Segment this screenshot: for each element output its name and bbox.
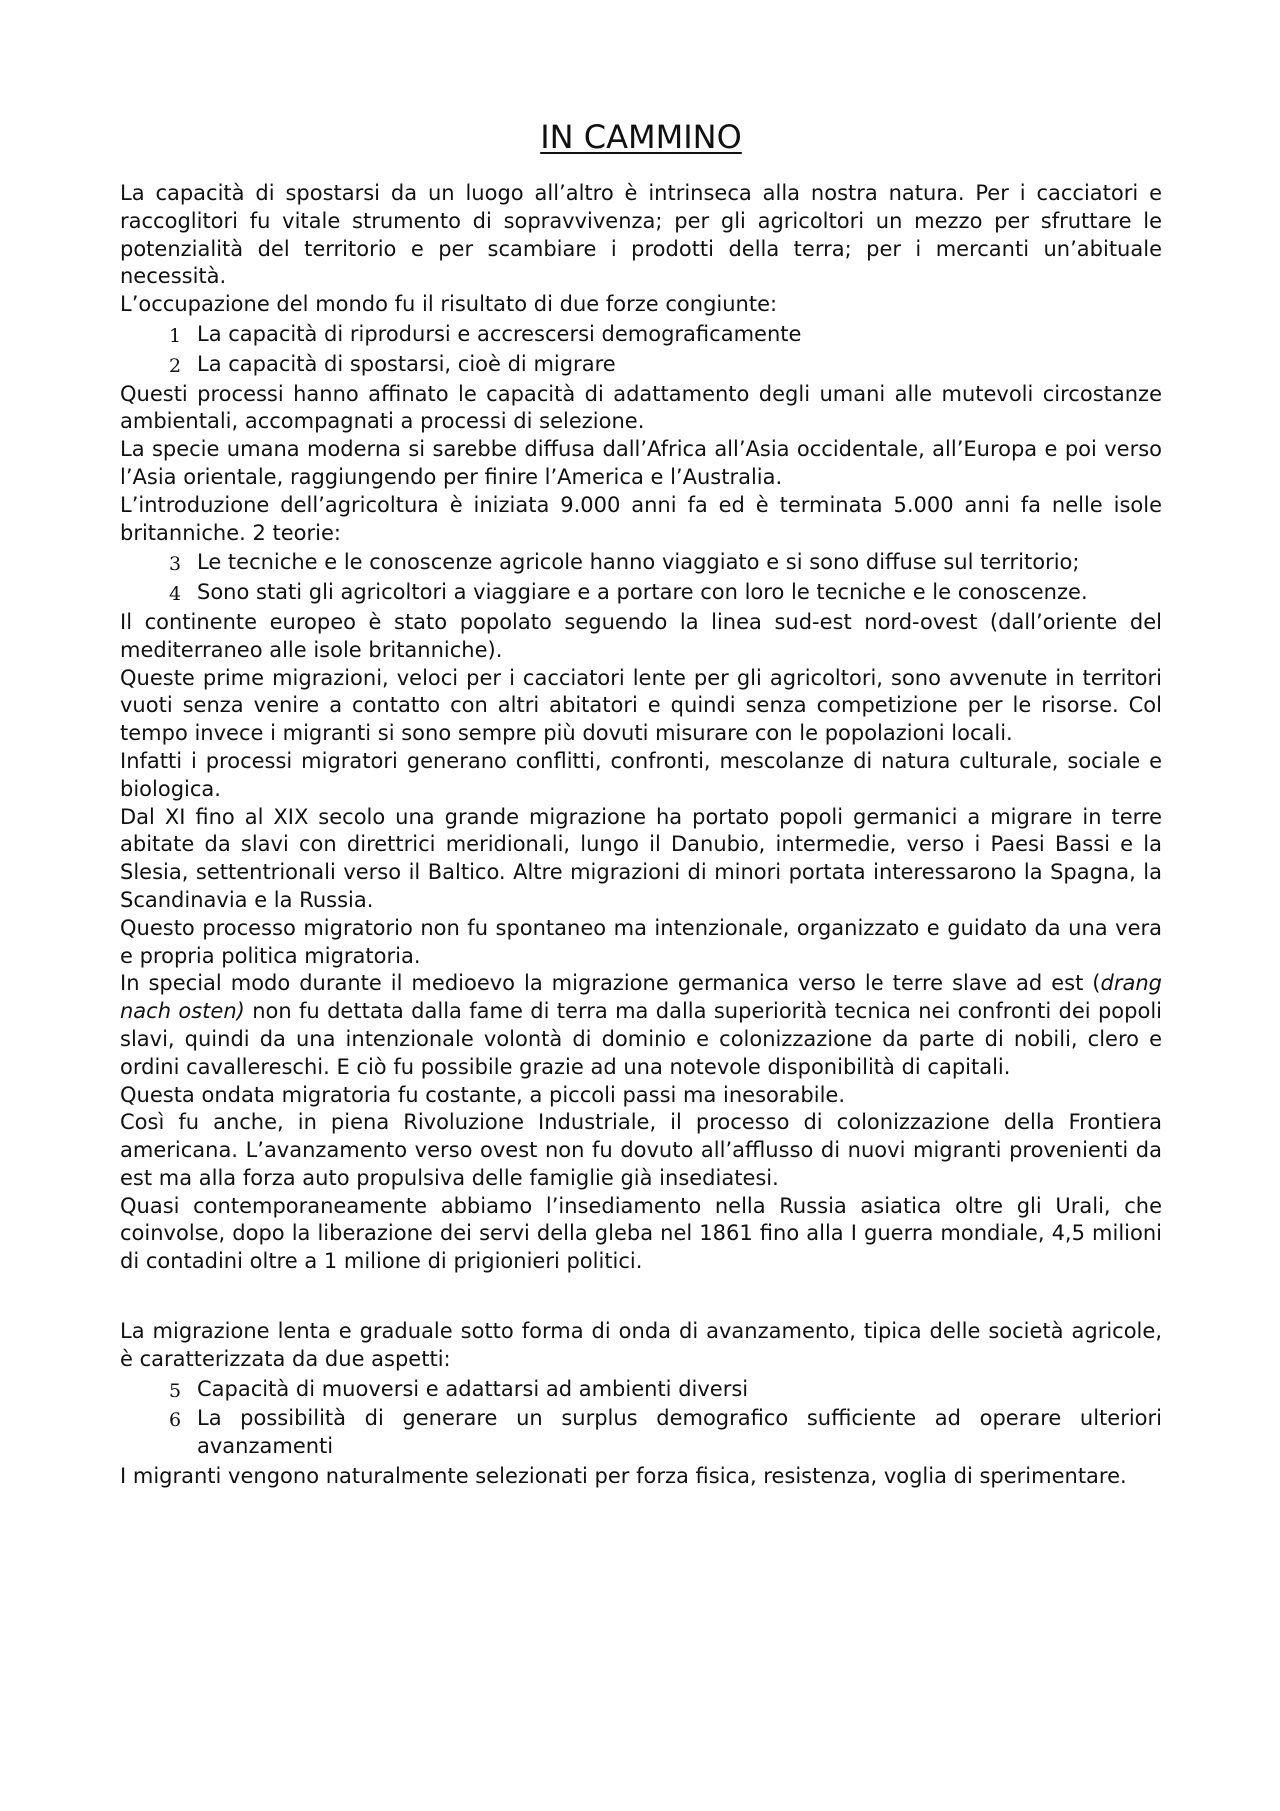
paragraph-processes: Questi processi hanno affinato le capacità di adattamento degli umani alle mutevoli circostanze ambientali, accompagnati a processi di selezione. (120, 381, 1162, 434)
paragraph-migratory-policy: Questo processo migratorio non fu spontaneo ma intenzionale, organizzato e guidato da una vera e propria politica migratoria. (120, 915, 1162, 968)
list-number: 1 (168, 324, 182, 347)
list-item-text: Le tecniche e le conoscenze agricole hanno viaggiato e si sono diffuse sul territorio; (197, 550, 1080, 575)
list-item-text: La capacità di riprodursi e accrescersi demograficamente (197, 321, 802, 346)
drang-nach-osten-term: drang nach osten) (120, 971, 1162, 1024)
list-forces (120, 321, 1162, 379)
list-item-text: La possibilità di generare un surplus demografico sufficiente ad operare ulteriori avanzamenti (197, 1406, 1162, 1459)
paragraph-wave: Questa ondata migratoria fu costante, a piccoli passi ma inesorabile. (120, 1082, 845, 1107)
list-item-text: La capacità di spostarsi, cioè di migrare (197, 351, 616, 376)
paragraph-species: La specie umana moderna si sarebbe diffusa dall’Africa all’Asia occidentale, all’Europa e poi verso l’Asia orientale, raggiungendo per finire l’America e l’Australia. (120, 437, 1162, 489)
paragraph-medieval (120, 970, 1162, 1081)
list-item (120, 321, 1162, 349)
list-item (120, 1405, 1162, 1461)
list-item (120, 1376, 1162, 1404)
paragraph-first-migrations: Queste prime migrazioni, veloci per i cacciatori lente per gli agricoltori, sono avvenute in territori vuoti senza venire a contatto con altri abitatori e quindi senza competizione per le risorse. Col tempo invece i migranti si sono sempre più dovuti misurare con le popolazioni locali. (120, 665, 1162, 746)
list-item-text: Sono stati gli agricoltori a viaggiare e a portare con loro le tecniche e le conoscenze. (197, 580, 1088, 605)
paragraph-continent: Il continente europeo è stato popolato seguendo la linea sud-est nord-ovest (dall’oriente del mediterraneo alle isole britanniche). (120, 609, 1162, 662)
list-number: 3 (168, 553, 182, 576)
list-number: 6 (168, 1409, 182, 1432)
paragraph-frontier: Così fu anche, in piena Rivoluzione Industriale, il processo di colonizzazione della Frontiera americana. L’avanzamento verso ovest non fu dovuto all’afflusso di nuovi migranti provenienti da est ma alla forza auto propulsiva delle famiglie già insediatesi. (120, 1110, 1162, 1190)
list-item (120, 549, 1162, 577)
list-theories (120, 549, 1162, 607)
paragraph-medieval-part-a: In special modo durante il medioevo la migrazione germanica verso le terre slave ad est ( (120, 971, 1101, 996)
paragraph-conflicts: Infatti i processi migratori generano conflitti, confronti, mescolanze di natura culturale, sociale e biologica. (120, 748, 1162, 801)
list-number: 4 (168, 583, 182, 606)
document-body (120, 180, 1162, 1491)
paragraph-germanic-migration: Dal XI fino al XIX secolo una grande migrazione ha portato popoli germanici a migrare in terre abitate da slavi con direttrici meridionali, lungo il Danubio, intermedie, verso i Paesi Bassi e la Slesia, settentrionali verso il Baltico. Altre migrazioni di minori portata interessarono la Spagna, la Scandinavia e la Russia. (120, 804, 1162, 912)
paragraph-occupation: L’occupazione del mondo fu il risultato di due forze congiunte: (120, 292, 778, 317)
list-item-text: Capacità di muoversi e adattarsi ad ambienti diversi (197, 1376, 749, 1401)
paragraph-russia: Quasi contemporaneamente abbiamo l’insediamento nella Russia asiatica oltre gli Urali, che coinvolse, dopo la liberazione dei servi della gleba nel 1861 fino alla I guerra mondiale, 4,5 milioni di contadini oltre a 1 milione di prigionieri politici. (120, 1193, 1162, 1274)
list-aspects (120, 1376, 1162, 1461)
list-number: 2 (168, 354, 182, 377)
list-number: 5 (168, 1379, 182, 1402)
paragraph-medieval-part-b: non fu dettata dalla fame di terra ma dalla superiorità tecnica nei confronti dei popoli slavi, quindi da una intenzionale volontà di dominio e colonizzazione da parte di nobili, clero e ordini cavallereschi. E ciò fu possibile grazie ad una notevole disponibilità di capitali. (120, 999, 1162, 1079)
list-item (120, 579, 1162, 607)
paragraph-intro: La capacità di spostarsi da un luogo all’altro è intrinseca alla nostra natura. Per i cacciatori e raccoglitori fu vitale strumento di sopravvivenza; per gli agricoltori un mezzo per sfruttare le potenzialità del territorio e per scambiare i prodotti della terra; per i mercanti un’abituale necessità. (120, 181, 1162, 289)
paragraph-slow-migration: La migrazione lenta e graduale sotto forma di onda di avanzamento, tipica delle società agricole, è caratterizzata da due aspetti: (120, 1319, 1162, 1371)
paragraph-selection: I migranti vengono naturalmente selezionati per forza fisica, resistenza, voglia di sperimentare. (120, 1464, 1127, 1489)
document-title: IN CAMMINO (540, 118, 742, 156)
paragraph-agriculture: L’introduzione dell’agricoltura è iniziata 9.000 anni fa ed è terminata 5.000 anni fa nelle isole britanniche. 2 teorie: (120, 492, 1162, 545)
blank-line (120, 1276, 1162, 1318)
list-item (120, 351, 1162, 379)
